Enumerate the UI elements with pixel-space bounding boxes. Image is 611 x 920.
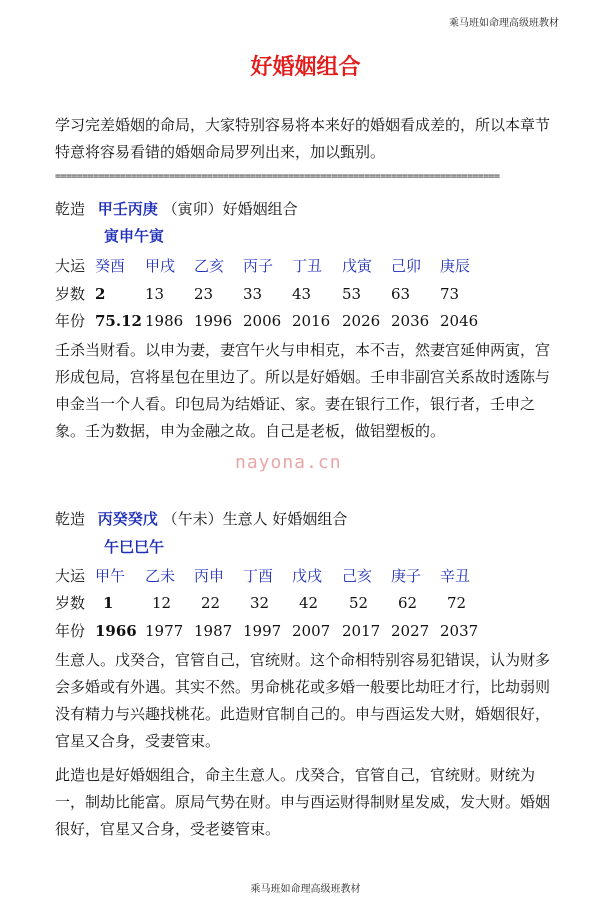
age-cell: 73 <box>440 285 460 303</box>
age-cell: 2 <box>95 285 106 303</box>
dayun-cell: 癸酉 <box>95 257 126 275</box>
case2-age-label: 岁数 <box>55 594 86 612</box>
dayun-cell: 己卯 <box>391 257 422 275</box>
age-cell: 72 <box>447 594 467 612</box>
dayun-cell: 戊寅 <box>342 257 373 275</box>
age-cell: 13 <box>145 285 165 303</box>
case1-year-label: 年份 <box>55 312 86 330</box>
dayun-cell: 丙子 <box>243 257 274 275</box>
case2-year-label: 年份 <box>55 622 86 640</box>
dayun-cell: 庚子 <box>391 567 422 585</box>
age-cell: 23 <box>194 285 214 303</box>
page-header: 乘马班如命理高级班教材 <box>449 18 559 29</box>
case2-label: 乾造 <box>55 510 86 528</box>
year-cell: 1996 <box>194 312 233 330</box>
case1-dayun-row <box>55 256 555 276</box>
case2-analysis-2: 此造也是好婚姻组合，命主生意人。戊癸合，官管自己，官统财。财统为一，制劫比能富。原局气势在财。申与酉运财得制财星发威，发大财。婚姻很好，官星又合身，受老婆管束。 <box>55 766 551 838</box>
year-cell: 1997 <box>243 622 282 640</box>
case1-label: 乾造 <box>55 200 86 218</box>
year-cell: 2007 <box>292 622 331 640</box>
case2-year-row <box>55 621 555 641</box>
age-cell: 63 <box>391 285 411 303</box>
case2-age-row <box>55 593 555 613</box>
year-cell: 2036 <box>391 312 430 330</box>
year-cell: 1966 <box>95 622 137 640</box>
page-footer: 乘马班如命理高级班教材 <box>250 884 361 895</box>
dayun-cell: 乙未 <box>145 567 176 585</box>
case1-branches: 寅申午寅 <box>104 227 165 245</box>
case2-dayun-row <box>55 566 555 586</box>
year-cell: 2046 <box>440 312 479 330</box>
age-cell: 12 <box>152 594 172 612</box>
year-cell: 2026 <box>342 312 381 330</box>
page-title: 好婚姻组合 <box>250 55 361 80</box>
case1-age-label: 岁数 <box>55 285 86 303</box>
case1-analysis: 壬杀当财看。以申为妻，妻宫午火与申相克，本不吉，然妻宫延伸两寅，宫形成包局，宫将星包在里边了。所以是好婚姻。壬申非副宫关系故时透陈与申金当一个人看。印包局为结婚证、家。妻在银行工作，银行者，壬申之象。壬为数据，申为金融之故。自己是老板，做铝塑板的。 <box>55 341 551 440</box>
year-cell: 2027 <box>391 622 430 640</box>
dayun-cell: 乙亥 <box>194 257 225 275</box>
dayun-cell: 辛丑 <box>440 567 471 585</box>
case1-header <box>55 199 298 219</box>
age-cell: 43 <box>292 285 312 303</box>
case1-dayun-label: 大运 <box>55 257 86 275</box>
age-cell: 52 <box>349 594 369 612</box>
case1-year-row <box>55 311 555 331</box>
age-cell: 1 <box>103 594 114 612</box>
dayun-cell: 丁丑 <box>292 257 323 275</box>
dayun-cell: 丙申 <box>194 567 225 585</box>
year-cell: 1977 <box>145 622 184 640</box>
case2-analysis-1: 生意人。戊癸合，官管自己，官统财。这个命相特别容易犯错误，认为财多会多婚或有外遇。其实不然。男命桃花或多婚一般要比劫旺才行，比劫弱则没有精力与兴趣找桃花。此造财官制自己的。申与酉运发大财，婚姻很好，官星又合身，受妻管束。 <box>55 651 551 750</box>
case1-stems: 甲壬丙庚 <box>97 200 158 218</box>
case2-note: （午未）生意人 好婚姻组合 <box>162 510 348 528</box>
year-cell: 1987 <box>194 622 233 640</box>
year-cell: 2006 <box>243 312 282 330</box>
year-cell: 1986 <box>145 312 184 330</box>
dayun-cell: 丁酉 <box>243 567 274 585</box>
year-cell: 2016 <box>292 312 331 330</box>
case2-header <box>55 509 347 529</box>
intro-paragraph: 学习完差婚姻的命局，大家特别容易将本来好的婚姻看成差的，所以本章节特意将容易看错的婚姻命局罗列出来，加以甄别。 <box>55 116 551 161</box>
dayun-cell: 庚辰 <box>440 257 471 275</box>
case2-dayun-label: 大运 <box>55 567 86 585</box>
case2-stems: 丙癸癸戊 <box>97 510 158 528</box>
age-cell: 42 <box>299 594 319 612</box>
case1-age-row <box>55 284 555 304</box>
dayun-cell: 己亥 <box>342 567 373 585</box>
age-cell: 22 <box>201 594 221 612</box>
case2-branches: 午巳巳午 <box>104 538 165 556</box>
dayun-cell: 戊戌 <box>292 567 323 585</box>
separator-line: ================================================================================== <box>55 171 500 182</box>
dayun-cell: 甲戌 <box>145 257 176 275</box>
year-cell: 2037 <box>440 622 479 640</box>
age-cell: 33 <box>243 285 263 303</box>
case1-note: （寅卯）好婚姻组合 <box>162 200 298 218</box>
dayun-cell: 甲午 <box>95 567 126 585</box>
year-cell: 2017 <box>342 622 381 640</box>
age-cell: 32 <box>250 594 270 612</box>
year-cell: 75.12 <box>95 312 142 330</box>
age-cell: 62 <box>398 594 418 612</box>
age-cell: 53 <box>342 285 362 303</box>
watermark: nayona.cn <box>235 452 342 473</box>
